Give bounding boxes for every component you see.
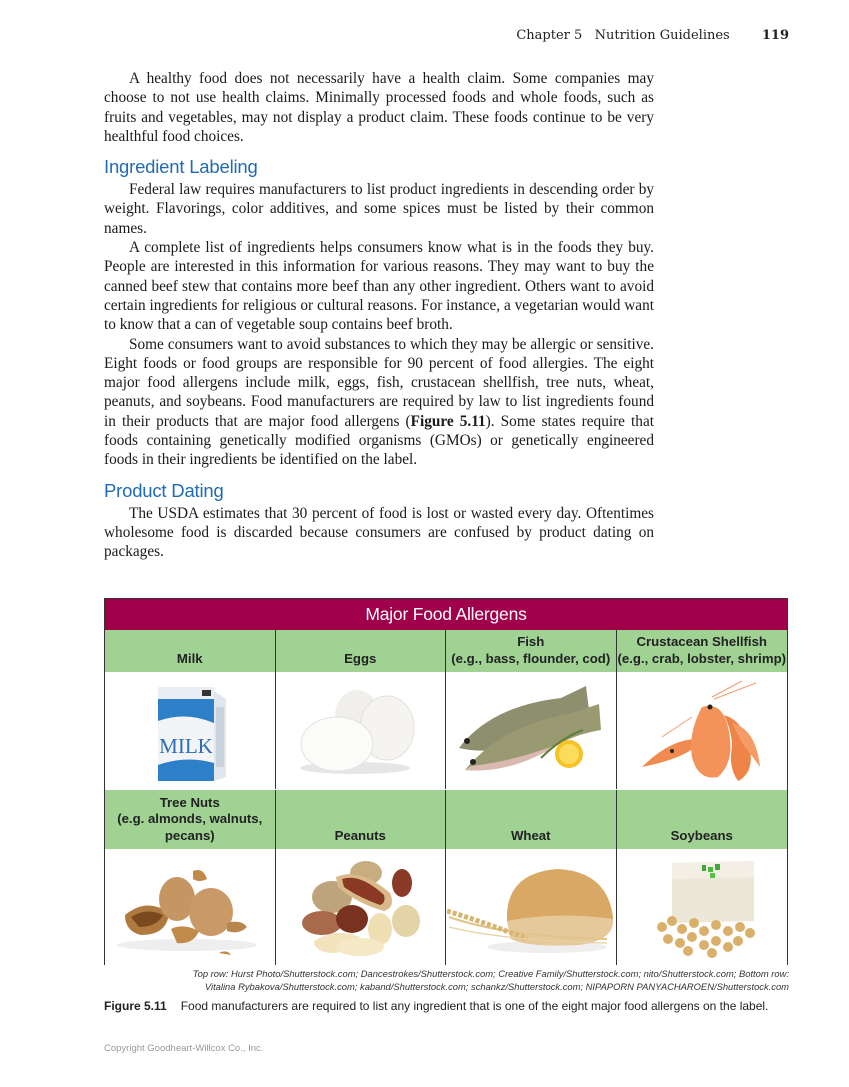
label-tree-nuts [105, 790, 276, 849]
row2-labels [105, 789, 787, 849]
label-soybeans [617, 790, 788, 849]
label-text: Crustacean Shellfish [636, 634, 767, 649]
soybeans-image [617, 849, 788, 965]
label-peanuts [276, 790, 447, 849]
running-head [516, 28, 789, 43]
row1-images [105, 672, 787, 789]
label-sub: (e.g., crab, lobster, shrimp) [617, 650, 787, 666]
label-stack [117, 795, 262, 845]
label-text: Wheat [510, 827, 551, 843]
credits-line-2: Vitalina Rybakova/Shutterstock.com; kaband/Shutterstock.com; schankz/Shutterstock.com; NIPAPORN PANYACHAROEN/Shutterstock.com [204, 980, 789, 992]
caption-text: Food manufacturers are required to list any ingredient that is one of the eight major food allergens on the label. [180, 999, 769, 1013]
milk-image [105, 672, 276, 789]
label-milk [105, 630, 276, 672]
tofu-soybeans-icon [642, 855, 762, 959]
milk-carton-text: MILK [158, 733, 213, 758]
label-shellfish [617, 630, 788, 672]
label-wheat [446, 790, 617, 849]
label-stack [617, 634, 786, 667]
heading-ingredient-labeling: Ingredient Labeling [104, 156, 258, 178]
heading-product-dating: Product Dating [104, 479, 224, 501]
eggs-image [276, 672, 447, 789]
photo-credits [149, 968, 789, 993]
label-text: Eggs [344, 650, 377, 666]
wheat-image [446, 849, 617, 965]
label-text: Fish [517, 634, 545, 649]
label-text: Milk [176, 650, 203, 666]
paragraph-health-claims: A healthy food does not necessarily have a health claim. Some companies may choose to not use health claims. Minimally processed foods and whole foods, such as fruits and vegetables, may not display a product claim. These foods continue to be very healthful food choices. [104, 70, 654, 145]
label-sub: (e.g. almonds, walnuts, [117, 811, 263, 826]
label-text: Tree Nuts [159, 794, 220, 810]
credits-line-1: Top row: Hurst Photo/Shutterstock.com; Dancestrokes/Shutterstock.com; Creative Family/Shutterstock.com; nito/Shutterstock.com; Bottom row: [192, 968, 789, 979]
row2-images [105, 849, 787, 965]
shrimp-image [617, 672, 788, 789]
label-text: Soybeans [670, 827, 733, 843]
figure-reference[interactable]: Figure 5.11 [410, 412, 486, 430]
peanuts-image [276, 849, 447, 965]
paragraph-ingredient-list: A complete list of ingredients helps consumers know what is in the foods they buy. People are interested in this information for various reasons. They may want to buy the canned beef stew that contains more beef than any other ingredient. Others want to avoid certain ingredients for religious or cultural reasons. For instance, a vegetarian would want to know that a can of vegetable soup contains beef broth. [104, 239, 654, 334]
allergen-text: Some consumers want to avoid substances to which they may be allergic or sensitive. Eight foods or food groups are responsible for 90 percent of food allergies. The eight major food allergens include milk, eggs, fish, crustacean shellfish, tree nuts, wheat, peanuts, and soybeans. Food manufacturers are required by law to list ingredients found in their products that are major food allergens ( [104, 335, 654, 430]
eggs-icon [295, 686, 425, 776]
body-text [104, 69, 654, 562]
peanuts-icon [300, 857, 420, 957]
chapter-title: Nutrition Guidelines [594, 28, 730, 43]
figure-caption [104, 999, 768, 1013]
milk-carton-icon [150, 677, 230, 785]
figure-title: Major Food Allergens [105, 599, 787, 630]
allergen-text-end: ). Some states require that foods containing genetically modified organisms (GMOs) or genetically engineered foods in their ingredients be identified on the label. [104, 412, 654, 469]
row1-labels [105, 630, 787, 672]
bread-wheat-icon [447, 857, 615, 957]
paragraph-product-dating: The USDA estimates that 30 percent of food is lost or wasted every day. Oftentimes wholesome food is discarded because consumers are confused by product dating on packages. [104, 504, 654, 561]
paragraph-federal-law: Federal law requires manufacturers to list product ingredients in descending order by weight. Flavorings, color additives, and some spices must be listed by their common names. [104, 181, 654, 237]
label-stack [451, 634, 610, 667]
label-text: Peanuts [334, 827, 386, 843]
label-sub: pecans) [164, 827, 215, 843]
chapter-number: Chapter 5 [516, 28, 583, 43]
paragraph-allergens [104, 335, 654, 470]
tree-nuts-image [105, 849, 276, 965]
walnuts-icon [107, 857, 272, 957]
fish-icon [451, 678, 611, 783]
label-fish [446, 630, 617, 672]
label-sub: (e.g., bass, flounder, cod) [451, 650, 611, 666]
figure-number: Figure 5.11 [104, 999, 167, 1013]
shrimp-icon [632, 677, 772, 785]
allergen-figure [104, 598, 788, 965]
copyright-notice: Copyright Goodheart-Willcox Co., Inc. [104, 1043, 264, 1054]
label-eggs [276, 630, 447, 672]
fish-image [446, 672, 617, 789]
chapter-label [516, 28, 729, 43]
page-number: 119 [761, 28, 789, 43]
